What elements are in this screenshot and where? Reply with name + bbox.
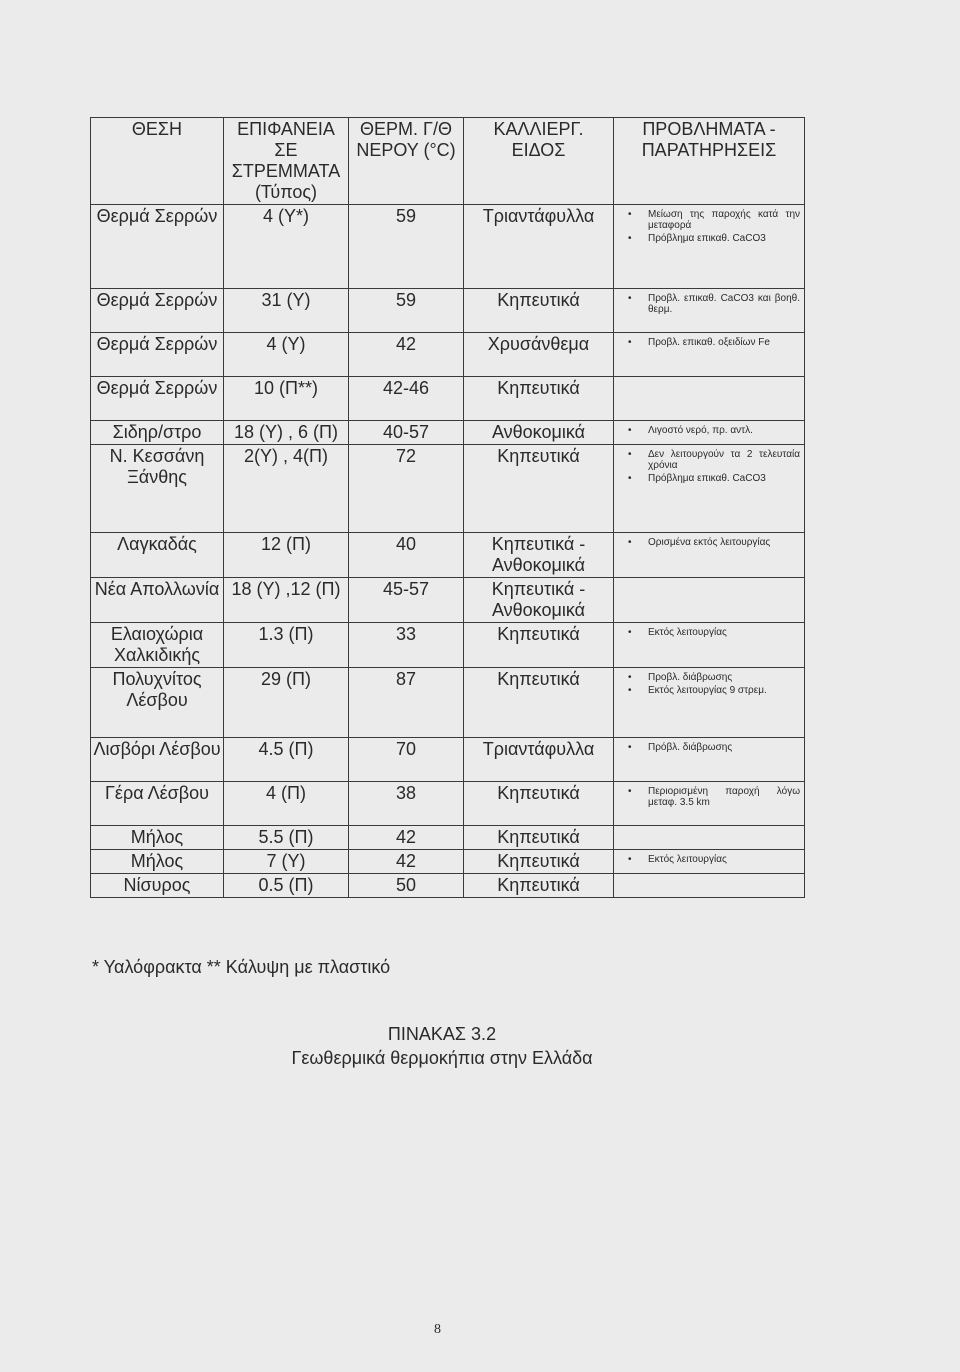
- note-item: • Πρόβλ. διάβρωσης: [648, 742, 800, 753]
- cell-area: 18 (Υ) , 6 (Π): [224, 421, 349, 445]
- cell-area: 4 (Υ*): [224, 205, 349, 289]
- cell-temperature: 70: [349, 738, 464, 782]
- cell-area: 10 (Π**): [224, 377, 349, 421]
- notes-list: [618, 293, 800, 315]
- cell-problems-notes: [614, 333, 805, 377]
- table-row: [91, 289, 805, 333]
- cell-crop-type: Τριαντάφυλλα: [464, 205, 614, 289]
- cell-location: Θερμά Σερρών: [91, 205, 224, 289]
- cell-crop-type: Κηπευτικά - Ανθοκομικά: [464, 533, 614, 578]
- cell-location: Νέα Απολλωνία: [91, 578, 224, 623]
- table-row: [91, 533, 805, 578]
- table-row: [91, 738, 805, 782]
- cell-temperature: 59: [349, 289, 464, 333]
- cell-area: 0.5 (Π): [224, 874, 349, 898]
- notes-list: [618, 786, 800, 808]
- table-row: [91, 333, 805, 377]
- note-item: • Εκτός λειτουργίας: [648, 854, 800, 865]
- note-item: • Δεν λειτουργούν τα 2 τελευταία χρόνια: [648, 449, 800, 471]
- notes-list: [618, 672, 800, 696]
- cell-location: Γέρα Λέσβου: [91, 782, 224, 826]
- cell-crop-type: Ανθοκομικά: [464, 421, 614, 445]
- table-row: [91, 421, 805, 445]
- cell-location: Θερμά Σερρών: [91, 333, 224, 377]
- notes-list: [618, 537, 800, 548]
- notes-list: [618, 337, 800, 348]
- note-item: • Λιγοστό νερό, πρ. αντλ.: [648, 425, 800, 436]
- cell-problems-notes: [614, 668, 805, 738]
- cell-crop-type: Κηπευτικά: [464, 826, 614, 850]
- cell-crop-type: Τριαντάφυλλα: [464, 738, 614, 782]
- cell-temperature: 45-57: [349, 578, 464, 623]
- notes-list: [618, 209, 800, 244]
- cell-crop-type: Κηπευτικά: [464, 850, 614, 874]
- cell-crop-type: Κηπευτικά: [464, 668, 614, 738]
- cell-crop-type: Κηπευτικά: [464, 377, 614, 421]
- cell-temperature: 42-46: [349, 377, 464, 421]
- cell-crop-type: Κηπευτικά: [464, 623, 614, 668]
- table-row: [91, 826, 805, 850]
- table-row: [91, 668, 805, 738]
- notes-list: [618, 854, 800, 865]
- cell-temperature: 59: [349, 205, 464, 289]
- cell-problems-notes: [614, 738, 805, 782]
- cell-temperature: 42: [349, 850, 464, 874]
- cell-crop-type: Κηπευτικά: [464, 874, 614, 898]
- page-number: 8: [434, 1322, 441, 1337]
- table-body: [91, 205, 805, 898]
- cell-location: Μήλος: [91, 850, 224, 874]
- note-item: • Προβλ. επικαθ. οξειδίων Fe: [648, 337, 800, 348]
- cell-location: Λαγκαδάς: [91, 533, 224, 578]
- cell-problems-notes: [614, 289, 805, 333]
- cell-problems-notes: [614, 205, 805, 289]
- note-item: • Προβλ. επικαθ. CaCO3 και βοηθ. θερμ.: [648, 293, 800, 315]
- notes-list: [618, 742, 800, 753]
- cell-crop-type: Κηπευτικά: [464, 289, 614, 333]
- cell-location: Θερμά Σερρών: [91, 289, 224, 333]
- cell-temperature: 87: [349, 668, 464, 738]
- cell-problems-notes: [614, 782, 805, 826]
- cell-problems-notes: [614, 377, 805, 421]
- cell-area: 31 (Υ): [224, 289, 349, 333]
- cell-problems-notes: [614, 578, 805, 623]
- cell-area: 7 (Υ): [224, 850, 349, 874]
- table-row: [91, 623, 805, 668]
- header-crop-type: ΚΑΛΛΙΕΡΓ. ΕΙΔΟΣ: [464, 118, 614, 205]
- note-item: • Πρόβλημα επικαθ. CaCO3: [648, 473, 800, 484]
- cell-area: 4 (Υ): [224, 333, 349, 377]
- cell-temperature: 72: [349, 445, 464, 533]
- cell-problems-notes: [614, 533, 805, 578]
- cell-temperature: 40: [349, 533, 464, 578]
- cell-temperature: 42: [349, 826, 464, 850]
- caption-subtitle: Γεωθερμικά θερμοκήπια στην Ελλάδα: [291, 1048, 593, 1068]
- cell-location: Μήλος: [91, 826, 224, 850]
- cell-problems-notes: [614, 850, 805, 874]
- cell-area: 4.5 (Π): [224, 738, 349, 782]
- cell-problems-notes: [614, 445, 805, 533]
- note-item: • Ορισμένα εκτός λειτουργίας: [648, 537, 800, 548]
- note-item: • Προβλ. διάβρωσης: [648, 672, 800, 683]
- cell-problems-notes: [614, 421, 805, 445]
- table-footnote: * Υαλόφρακτα ** Κάλυψη με πλαστικό: [92, 957, 391, 977]
- table-header-row: [91, 118, 805, 205]
- cell-area: 29 (Π): [224, 668, 349, 738]
- note-item: • Πρόβλημα επικαθ. CaCO3: [648, 233, 800, 244]
- table-caption: [0, 1022, 884, 1070]
- table-row: [91, 377, 805, 421]
- cell-problems-notes: [614, 623, 805, 668]
- cell-location: Λισβόρι Λέσβου: [91, 738, 224, 782]
- cell-crop-type: Χρυσάνθεμα: [464, 333, 614, 377]
- notes-list: [618, 425, 800, 436]
- cell-area: 1.3 (Π): [224, 623, 349, 668]
- note-item: • Εκτός λειτουργίας: [648, 627, 800, 638]
- cell-location: Νίσυρος: [91, 874, 224, 898]
- cell-temperature: 40-57: [349, 421, 464, 445]
- cell-location: Ελαιοχώρια Χαλκιδικής: [91, 623, 224, 668]
- notes-list: [618, 627, 800, 638]
- cell-temperature: 33: [349, 623, 464, 668]
- header-problems-notes: ΠΡΟΒΛΗΜΑΤΑ - ΠΑΡΑΤΗΡΗΣΕΙΣ: [614, 118, 805, 205]
- cell-area: 2(Υ) , 4(Π): [224, 445, 349, 533]
- table-row: [91, 850, 805, 874]
- cell-temperature: 42: [349, 333, 464, 377]
- table-row: [91, 445, 805, 533]
- cell-temperature: 38: [349, 782, 464, 826]
- header-area: ΕΠΙΦΑΝΕΙΑ ΣΕ ΣΤΡΕΜΜΑΤΑ (Τύπος): [224, 118, 349, 205]
- header-location: ΘΕΣΗ: [91, 118, 224, 205]
- notes-list: [618, 449, 800, 484]
- note-item: • Περιορισμένη παροχή λόγω μεταφ. 3.5 km: [648, 786, 800, 808]
- cell-location: Πολυχνίτος Λέσβου: [91, 668, 224, 738]
- table-row: [91, 578, 805, 623]
- header-temperature: ΘΕΡΜ. Γ/Θ ΝΕΡΟΥ (°C): [349, 118, 464, 205]
- greenhouse-table-container: [90, 117, 804, 898]
- cell-problems-notes: [614, 874, 805, 898]
- note-item: • Εκτός λειτουργίας 9 στρεμ.: [648, 685, 800, 696]
- table-row: [91, 205, 805, 289]
- cell-area: 4 (Π): [224, 782, 349, 826]
- cell-temperature: 50: [349, 874, 464, 898]
- table-row: [91, 874, 805, 898]
- cell-area: 12 (Π): [224, 533, 349, 578]
- cell-location: Θερμά Σερρών: [91, 377, 224, 421]
- note-item: • Μείωση της παροχής κατά την μεταφορά: [648, 209, 800, 231]
- table-row: [91, 782, 805, 826]
- cell-area: 5.5 (Π): [224, 826, 349, 850]
- cell-crop-type: Κηπευτικά - Ανθοκομικά: [464, 578, 614, 623]
- geothermal-greenhouses-table: [90, 117, 805, 898]
- cell-area: 18 (Υ) ,12 (Π): [224, 578, 349, 623]
- cell-crop-type: Κηπευτικά: [464, 445, 614, 533]
- cell-location: Ν. Κεσσάνη Ξάνθης: [91, 445, 224, 533]
- cell-location: Σιδηρ/στρο: [91, 421, 224, 445]
- cell-crop-type: Κηπευτικά: [464, 782, 614, 826]
- cell-problems-notes: [614, 826, 805, 850]
- caption-title: ΠΙΝΑΚΑΣ 3.2: [387, 1024, 497, 1044]
